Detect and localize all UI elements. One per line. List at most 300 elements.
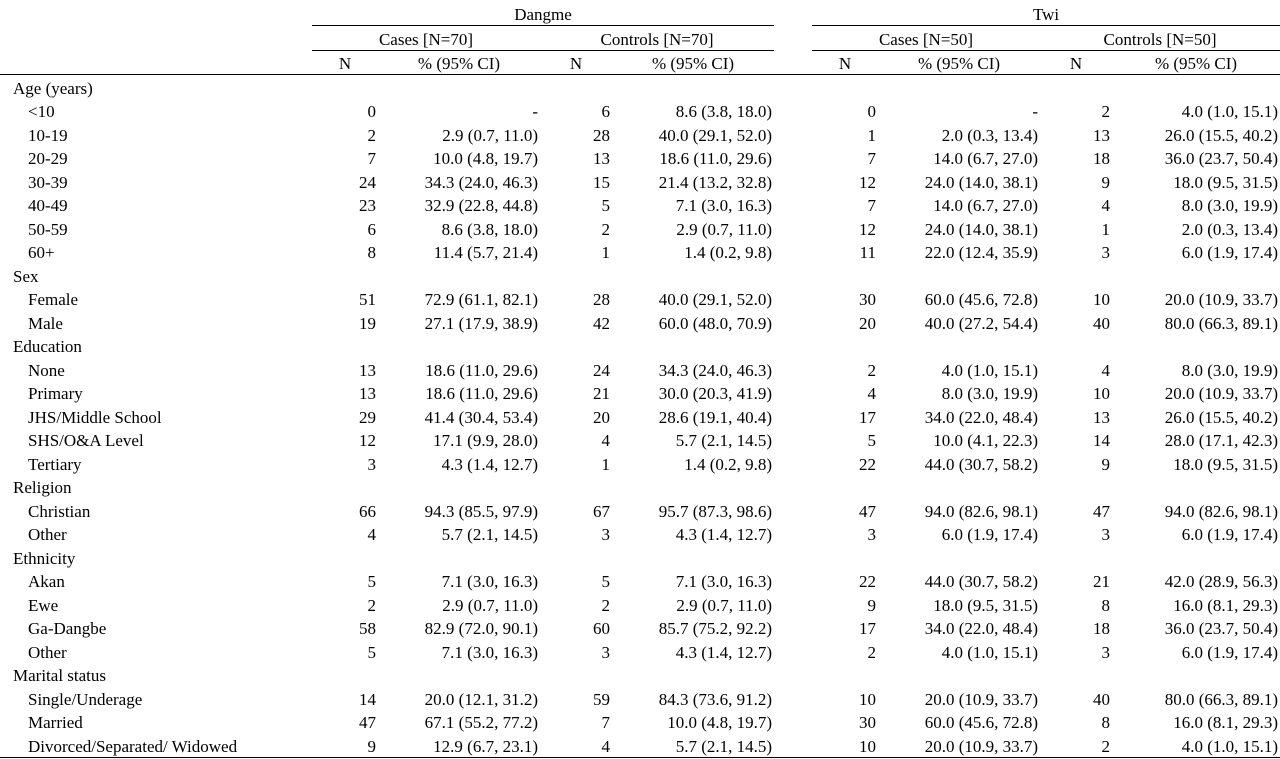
cell-dangme-cases-pct: 72.9 (61.1, 82.1) <box>424 290 538 309</box>
cell-dangme-cases-pct: 18.6 (11.0, 29.6) <box>425 360 538 380</box>
cell-dangme-cases-n <box>312 334 378 358</box>
cell-dangme-controls-pct: 7.1 (3.0, 16.3) <box>675 572 773 591</box>
cell-dangme-controls-n: 59 <box>593 689 610 709</box>
cell-dangme-cases-pct <box>378 75 540 99</box>
cell-twi-controls-n: 2 <box>1101 102 1111 121</box>
cell-twi-controls-n <box>1040 475 1112 499</box>
cell-dangme-controls-pct: 1.4 (0.2, 9.8) <box>684 243 773 262</box>
cell-twi-cases-pct: 44.0 (30.7, 58.2) <box>924 572 1039 591</box>
cell-twi-controls-n: 8 <box>1101 595 1111 615</box>
cell-twi-controls-n: 18 <box>1093 149 1111 168</box>
cell-twi-controls-n: 13 <box>1093 407 1111 427</box>
table-row <box>0 733 1280 757</box>
cell-dangme-cases-pct: 32.9 (22.8, 44.8) <box>424 196 538 215</box>
cell-twi-cases-pct: 6.0 (1.9, 17.4) <box>941 525 1039 544</box>
table-row <box>0 169 1280 193</box>
cell-dangme-controls-n <box>540 475 612 499</box>
cell-dangme-controls-n: 60 <box>593 619 610 638</box>
cell-twi-cases-pct: 14.0 (6.7, 27.0) <box>933 149 1039 168</box>
cell-twi-controls-pct: 36.0 (23.7, 50.4) <box>1164 619 1279 638</box>
cell-dangme-cases-pct: 7.1 (3.0, 16.3) <box>441 572 538 591</box>
section-header-row <box>0 545 1280 569</box>
cell-twi-controls-n: 47 <box>1093 501 1111 521</box>
cell-dangme-controls-pct: 1.4 (0.2, 9.8) <box>684 454 773 474</box>
cell-twi-controls-n: 13 <box>1093 125 1111 145</box>
cell-twi-cases-n: 5 <box>867 431 877 450</box>
cell-twi-controls-n: 40 <box>1093 313 1111 333</box>
table-row <box>0 498 1280 522</box>
cell-twi-controls-n: 4 <box>1101 196 1111 215</box>
cell-twi-cases-pct: 60.0 (45.6, 72.8) <box>924 713 1039 732</box>
table-row <box>0 99 1280 123</box>
cell-twi-controls-n: 3 <box>1101 525 1111 544</box>
cell-dangme-controls-pct: 85.7 (75.2, 92.2) <box>658 619 773 638</box>
cell-twi-controls-pct: 20.0 (10.9, 33.7) <box>1164 384 1279 403</box>
cell-dangme-controls-n: 13 <box>593 149 610 168</box>
cell-twi-cases-pct: 8.0 (3.0, 19.9) <box>941 384 1039 403</box>
cell-twi-cases-n: 2 <box>867 360 877 380</box>
column-header-pct: % (95% CI) <box>612 50 774 75</box>
cell-twi-controls-pct <box>1112 663 1280 687</box>
cell-dangme-cases-n: 0 <box>367 102 376 121</box>
cell-dangme-controls-pct: 21.4 (13.2, 32.8) <box>658 172 773 192</box>
cell-twi-controls-n: 3 <box>1101 642 1111 662</box>
cell-dangme-cases-pct: 18.6 (11.0, 29.6) <box>425 384 538 403</box>
cell-dangme-controls-pct: 34.3 (24.0, 46.3) <box>658 360 773 380</box>
cell-dangme-controls-pct: 4.3 (1.4, 12.7) <box>675 642 773 662</box>
row-label: 40-49 <box>28 196 68 215</box>
cell-twi-controls-pct: 16.0 (8.1, 29.3) <box>1173 713 1279 732</box>
cell-twi-controls-pct: 2.0 (0.3, 13.4) <box>1181 219 1279 239</box>
table-row <box>0 428 1280 452</box>
cell-dangme-controls-pct <box>612 475 774 499</box>
cell-twi-controls-n: 1 <box>1101 219 1111 239</box>
cell-twi-cases-pct: 22.0 (12.4, 35.9) <box>924 243 1039 262</box>
cell-dangme-controls-pct: 18.6 (11.0, 29.6) <box>659 149 773 168</box>
cell-dangme-controls-pct: 95.7 (87.3, 98.6) <box>658 501 773 521</box>
cell-dangme-cases-n: 23 <box>359 196 376 215</box>
table-body <box>0 75 1280 758</box>
table-row <box>0 287 1280 311</box>
cell-twi-controls-n: 18 <box>1093 619 1111 638</box>
cell-twi-cases-n: 2 <box>867 642 877 662</box>
cell-twi-controls-n: 21 <box>1093 572 1111 591</box>
cell-twi-controls-n: 8 <box>1101 713 1111 732</box>
cell-dangme-cases-n: 14 <box>359 689 376 709</box>
cell-twi-cases-n: 10 <box>859 689 877 709</box>
cell-twi-cases-n: 20 <box>859 313 877 333</box>
cell-dangme-controls-n: 21 <box>593 384 610 403</box>
cell-twi-controls-n: 40 <box>1093 689 1111 709</box>
cell-dangme-cases-n <box>312 475 378 499</box>
cell-twi-cases-n: 47 <box>859 501 877 521</box>
cell-twi-controls-pct: 6.0 (1.9, 17.4) <box>1181 525 1279 544</box>
cell-twi-cases-pct: 10.0 (4.1, 22.3) <box>933 431 1039 450</box>
cell-dangme-controls-n <box>540 663 612 687</box>
cell-twi-cases-pct: 34.0 (22.0, 48.4) <box>924 407 1039 427</box>
header-row-columns <box>0 50 1280 75</box>
table-row <box>0 569 1280 593</box>
cell-twi-controls-n: 4 <box>1101 360 1111 380</box>
table-row <box>0 240 1280 264</box>
cell-dangme-controls-pct: 5.7 (2.1, 14.5) <box>675 431 773 450</box>
section-header-row <box>0 263 1280 287</box>
cell-twi-cases-pct: 20.0 (10.9, 33.7) <box>878 733 1040 757</box>
cell-dangme-cases-pct: 7.1 (3.0, 16.3) <box>441 642 538 662</box>
row-label: Single/Underage <box>28 689 143 709</box>
cell-twi-controls-pct: 6.0 (1.9, 17.4) <box>1181 243 1279 262</box>
cell-dangme-cases-pct: 94.3 (85.5, 97.9) <box>424 501 538 521</box>
cell-twi-controls-pct <box>1112 75 1280 99</box>
cell-twi-cases-n: 30 <box>859 713 877 732</box>
row-label: Divorced/Separated/ Widowed <box>0 733 312 757</box>
section-header-row <box>0 663 1280 687</box>
cell-dangme-cases-pct <box>378 263 540 287</box>
cell-twi-controls-pct: 18.0 (9.5, 31.5) <box>1173 454 1279 474</box>
group-header-twi: Twi <box>812 0 1280 26</box>
table-row <box>0 193 1280 217</box>
cell-twi-cases-n: 12 <box>859 219 877 239</box>
cell-twi-cases-pct <box>878 475 1040 499</box>
cell-dangme-cases-n <box>312 663 378 687</box>
cell-twi-cases-pct: 2.0 (0.3, 13.4) <box>941 125 1039 145</box>
row-label: 50-59 <box>28 219 68 239</box>
cell-twi-cases-pct: 24.0 (14.0, 38.1) <box>924 219 1039 239</box>
cell-dangme-controls-n: 6 <box>601 102 610 121</box>
cell-twi-cases-pct <box>878 545 1040 569</box>
cell-twi-controls-pct: 42.0 (28.9, 56.3) <box>1164 572 1279 591</box>
cell-dangme-cases-n: 24 <box>359 172 376 192</box>
cell-twi-cases-n <box>812 663 878 687</box>
cell-dangme-controls-n: 7 <box>601 713 610 732</box>
cell-dangme-controls-n <box>540 75 612 99</box>
cell-dangme-controls-n <box>540 334 612 358</box>
cell-dangme-cases-pct <box>378 475 540 499</box>
cell-twi-controls-n: 9 <box>1101 172 1111 192</box>
cell-dangme-cases-n: 6 <box>367 219 376 239</box>
table-row <box>0 122 1280 146</box>
cell-dangme-cases-pct: 10.0 (4.8, 19.7) <box>433 149 538 168</box>
cell-dangme-controls-pct: 40.0 (29.1, 52.0) <box>658 290 773 309</box>
cell-dangme-cases-pct: 34.3 (24.0, 46.3) <box>424 172 538 192</box>
cell-dangme-controls-n: 1 <box>601 454 610 474</box>
cell-dangme-controls-n: 5 <box>601 572 610 591</box>
row-label: 10-19 <box>28 125 68 145</box>
row-label: <10 <box>28 102 55 121</box>
cell-dangme-controls-n: 5 <box>601 196 610 215</box>
cell-dangme-controls-n: 28 <box>593 125 610 145</box>
cell-dangme-cases-n: 4 <box>367 525 376 544</box>
row-label: None <box>28 360 65 380</box>
cell-dangme-cases-n <box>312 545 378 569</box>
cell-twi-cases-pct: 44.0 (30.7, 58.2) <box>924 454 1039 474</box>
table-row <box>0 310 1280 334</box>
cell-twi-controls-pct: 4.0 (1.0, 15.1) <box>1112 733 1280 757</box>
cell-dangme-controls-n <box>540 545 612 569</box>
cell-twi-controls-n <box>1040 663 1112 687</box>
cell-dangme-controls-pct: 5.7 (2.1, 14.5) <box>612 733 774 757</box>
section-header-row <box>0 475 1280 499</box>
cell-twi-controls-n: 3 <box>1101 243 1111 262</box>
cell-twi-cases-n: 22 <box>859 572 877 591</box>
subgroup-header: Cases [N=70] <box>312 26 540 51</box>
cell-twi-controls-n: 10 <box>1093 384 1111 403</box>
cell-dangme-cases-n: 9 <box>312 733 378 757</box>
cell-dangme-controls-n: 20 <box>593 407 610 427</box>
column-header-pct: % (95% CI) <box>378 50 540 75</box>
cell-dangme-cases-pct: 20.0 (12.1, 31.2) <box>424 689 538 709</box>
cell-dangme-controls-n: 67 <box>593 501 610 521</box>
cell-twi-cases-pct: 4.0 (1.0, 15.1) <box>941 642 1039 662</box>
cell-twi-cases-pct: 40.0 (27.2, 54.4) <box>924 313 1039 333</box>
cell-dangme-cases-n: 29 <box>359 407 376 427</box>
cell-twi-controls-pct: 80.0 (66.3, 89.1) <box>1164 313 1279 333</box>
cell-twi-controls-pct: 28.0 (17.1, 42.3) <box>1164 431 1279 450</box>
section-label: Marital status <box>13 666 107 685</box>
row-label: Christian <box>28 501 91 521</box>
cell-dangme-controls-n: 3 <box>601 642 610 662</box>
cell-dangme-controls-n: 2 <box>601 219 610 239</box>
row-label: Other <box>28 525 67 544</box>
cell-twi-controls-n: 9 <box>1101 454 1111 474</box>
cell-dangme-cases-n: 8 <box>367 243 376 262</box>
cell-twi-cases-n: 7 <box>867 196 877 215</box>
cell-dangme-cases-n: 66 <box>359 501 376 521</box>
cell-dangme-controls-pct: 28.6 (19.1, 40.4) <box>658 407 773 427</box>
cell-twi-controls-n <box>1040 334 1112 358</box>
cell-dangme-controls-n: 15 <box>593 172 610 192</box>
subgroup-header: Cases [N=50] <box>812 26 1040 51</box>
cell-dangme-controls-n: 42 <box>593 313 610 333</box>
cell-dangme-cases-n <box>312 75 378 99</box>
row-label: SHS/O&A Level <box>28 431 144 450</box>
cell-dangme-cases-n: 7 <box>367 149 376 168</box>
cell-dangme-cases-n <box>312 263 378 287</box>
cell-twi-controls-n: 14 <box>1093 431 1111 450</box>
cell-dangme-controls-pct <box>612 663 774 687</box>
cell-dangme-controls-pct <box>612 334 774 358</box>
section-label: Religion <box>13 478 72 497</box>
cell-dangme-cases-pct <box>378 334 540 358</box>
cell-dangme-cases-pct: 4.3 (1.4, 12.7) <box>441 454 538 474</box>
row-label: Akan <box>28 572 65 591</box>
cell-dangme-controls-pct: 2.9 (0.7, 11.0) <box>676 595 773 615</box>
row-label: JHS/Middle School <box>28 407 162 427</box>
cell-dangme-cases-n: 13 <box>359 384 376 403</box>
table-row <box>0 381 1280 405</box>
cell-twi-cases-pct: 14.0 (6.7, 27.0) <box>933 196 1039 215</box>
section-label: Age (years) <box>13 78 93 98</box>
cell-dangme-controls-n: 24 <box>593 360 610 380</box>
cell-twi-cases-n: 3 <box>867 525 877 544</box>
cell-twi-cases-pct: 94.0 (82.6, 98.1) <box>924 501 1039 521</box>
cell-twi-cases-pct <box>878 334 1040 358</box>
cell-dangme-cases-n: 51 <box>359 290 376 309</box>
row-label: Ewe <box>28 595 59 615</box>
column-header-n: N <box>812 50 878 75</box>
cell-dangme-cases-pct: 5.7 (2.1, 14.5) <box>441 525 538 544</box>
cell-twi-cases-pct <box>878 263 1040 287</box>
cell-dangme-cases-pct: 12.9 (6.7, 23.1) <box>378 733 540 757</box>
row-label: Other <box>28 642 67 662</box>
cell-dangme-cases-n: 2 <box>367 595 376 615</box>
column-header-n: N <box>312 50 378 75</box>
cell-dangme-cases-pct: 2.9 (0.7, 11.0) <box>442 595 538 615</box>
row-label: Tertiary <box>28 454 82 474</box>
cell-dangme-cases-n: 12 <box>359 431 376 450</box>
row-label: 30-39 <box>28 172 68 192</box>
cell-twi-cases-pct: 24.0 (14.0, 38.1) <box>924 172 1039 192</box>
cell-twi-controls-n <box>1040 75 1112 99</box>
row-label: Primary <box>28 384 83 403</box>
cell-twi-cases-n: 9 <box>867 595 877 615</box>
row-label: Married <box>28 713 83 732</box>
cell-twi-cases-n: 11 <box>859 243 877 262</box>
cell-twi-controls-pct: 94.0 (82.6, 98.1) <box>1164 501 1279 521</box>
cell-twi-cases-n: 7 <box>867 149 877 168</box>
table-row <box>0 216 1280 240</box>
cell-twi-controls-pct <box>1112 545 1280 569</box>
cell-dangme-cases-n: 58 <box>359 619 376 638</box>
cell-dangme-controls-n <box>540 263 612 287</box>
cell-twi-cases-pct: - <box>1032 102 1039 121</box>
cell-twi-cases-n: 4 <box>867 384 877 403</box>
cell-twi-cases-n: 17 <box>859 619 877 638</box>
cell-dangme-cases-n: 2 <box>367 125 376 145</box>
cell-dangme-controls-pct <box>612 545 774 569</box>
cell-twi-controls-pct: 20.0 (10.9, 33.7) <box>1164 290 1279 309</box>
cell-dangme-cases-pct <box>378 545 540 569</box>
cell-dangme-cases-pct: 11.4 (5.7, 21.4) <box>433 243 538 262</box>
table-row <box>0 686 1280 710</box>
cell-twi-controls-pct: 80.0 (66.3, 89.1) <box>1164 689 1279 709</box>
cell-dangme-cases-n: 5 <box>367 572 376 591</box>
section-label: Sex <box>13 266 39 286</box>
cell-dangme-cases-pct: 17.1 (9.9, 28.0) <box>433 431 538 450</box>
cell-dangme-controls-pct: 60.0 (48.0, 70.9) <box>658 313 773 333</box>
cell-twi-controls-n <box>1040 263 1112 287</box>
column-header-n: N <box>1040 50 1112 75</box>
table-row <box>0 404 1280 428</box>
cell-twi-controls-pct: 16.0 (8.1, 29.3) <box>1173 595 1279 615</box>
cell-twi-cases-n <box>812 334 878 358</box>
cell-twi-cases-n <box>812 263 878 287</box>
header-row-subgroups <box>0 26 1280 51</box>
cell-dangme-controls-pct <box>612 263 774 287</box>
cell-twi-cases-pct: 4.0 (1.0, 15.1) <box>941 360 1039 380</box>
cell-dangme-controls-pct: 10.0 (4.8, 19.7) <box>667 713 773 732</box>
cell-dangme-controls-pct <box>612 75 774 99</box>
cell-dangme-controls-n: 3 <box>601 525 610 544</box>
cell-twi-cases-n: 30 <box>859 290 877 309</box>
table-row <box>0 146 1280 170</box>
row-label: 20-29 <box>28 149 68 168</box>
row-label: Ga-Dangbe <box>28 619 107 638</box>
cell-dangme-controls-pct: 8.6 (3.8, 18.0) <box>675 102 773 121</box>
cell-dangme-cases-pct: 27.1 (17.9, 38.9) <box>424 313 538 333</box>
cell-twi-controls-n <box>1040 545 1112 569</box>
table-row <box>0 710 1280 734</box>
cell-twi-controls-n: 10 <box>1093 290 1111 309</box>
cell-dangme-controls-n: 4 <box>540 733 612 757</box>
cell-dangme-cases-n: 19 <box>359 313 376 333</box>
cell-twi-cases-n: 0 <box>867 102 877 121</box>
cell-twi-controls-pct: 4.0 (1.0, 15.1) <box>1181 102 1279 121</box>
cell-twi-controls-n: 2 <box>1040 733 1112 757</box>
section-label: Ethnicity <box>13 548 76 568</box>
cell-twi-controls-pct <box>1112 263 1280 287</box>
cell-twi-cases-pct: 18.0 (9.5, 31.5) <box>933 595 1039 615</box>
cell-twi-cases-n: 17 <box>859 407 877 427</box>
section-header-row <box>0 334 1280 358</box>
cell-twi-cases-pct <box>878 663 1040 687</box>
cell-dangme-cases-n: 3 <box>367 454 376 474</box>
cell-twi-cases-n: 22 <box>859 454 877 474</box>
column-header-pct: % (95% CI) <box>1112 50 1280 75</box>
cell-twi-cases-n <box>812 475 878 499</box>
cell-dangme-controls-pct: 4.3 (1.4, 12.7) <box>675 525 773 544</box>
section-header-row <box>0 75 1280 99</box>
cell-twi-cases-pct: 20.0 (10.9, 33.7) <box>924 689 1039 709</box>
cell-twi-controls-pct: 8.0 (3.0, 19.9) <box>1181 196 1279 215</box>
cell-dangme-controls-n: 4 <box>601 431 610 450</box>
row-label: Male <box>28 313 63 333</box>
column-header-n: N <box>540 50 612 75</box>
cell-twi-cases-n: 1 <box>867 125 877 145</box>
cell-dangme-controls-pct: 84.3 (73.6, 91.2) <box>658 689 773 709</box>
table-row <box>0 639 1280 663</box>
table-row <box>0 616 1280 640</box>
cell-dangme-controls-n: 1 <box>601 243 610 262</box>
row-label: Female <box>28 290 79 309</box>
table-row <box>0 451 1280 475</box>
section-label: Education <box>13 337 82 356</box>
cell-dangme-cases-pct: 67.1 (55.2, 77.2) <box>424 713 538 732</box>
cell-twi-controls-pct: 18.0 (9.5, 31.5) <box>1173 172 1279 192</box>
cell-dangme-cases-pct: 8.6 (3.8, 18.0) <box>441 219 538 239</box>
table-row <box>0 522 1280 546</box>
cell-dangme-cases-n: 13 <box>359 360 376 380</box>
cell-twi-cases-pct: 34.0 (22.0, 48.4) <box>924 619 1039 638</box>
cell-dangme-cases-pct: 82.9 (72.0, 90.1) <box>424 619 538 638</box>
cell-twi-cases-pct <box>878 75 1040 99</box>
subgroup-header: Controls [N=50] <box>1040 26 1280 51</box>
cell-twi-cases-n: 10 <box>812 733 878 757</box>
cell-dangme-controls-n: 28 <box>593 290 610 309</box>
table-row <box>0 592 1280 616</box>
cell-twi-controls-pct: 26.0 (15.5, 40.2) <box>1164 407 1279 427</box>
cell-twi-controls-pct <box>1112 475 1280 499</box>
cell-dangme-cases-pct <box>378 663 540 687</box>
subgroup-header: Controls [N=70] <box>540 26 774 51</box>
cell-twi-controls-pct: 6.0 (1.9, 17.4) <box>1181 642 1279 662</box>
cell-twi-controls-pct <box>1112 334 1280 358</box>
cell-twi-cases-pct: 60.0 (45.6, 72.8) <box>924 290 1039 309</box>
cell-twi-cases-n: 12 <box>859 172 877 192</box>
cell-dangme-cases-n: 47 <box>359 713 376 732</box>
cell-dangme-controls-pct: 40.0 (29.1, 52.0) <box>658 125 773 145</box>
cell-dangme-cases-pct: 2.9 (0.7, 11.0) <box>442 125 538 145</box>
cell-twi-controls-pct: 8.0 (3.0, 19.9) <box>1181 360 1279 380</box>
cell-twi-cases-n <box>812 545 878 569</box>
column-header-pct: % (95% CI) <box>878 50 1040 75</box>
cell-dangme-controls-n: 2 <box>601 595 610 615</box>
cell-dangme-cases-pct: 41.4 (30.4, 53.4) <box>424 407 538 427</box>
cell-twi-controls-pct: 36.0 (23.7, 50.4) <box>1164 149 1279 168</box>
cell-dangme-controls-pct: 30.0 (20.3, 41.9) <box>658 384 773 403</box>
cell-dangme-cases-n: 5 <box>367 642 376 662</box>
header-row-groups <box>0 0 1280 26</box>
